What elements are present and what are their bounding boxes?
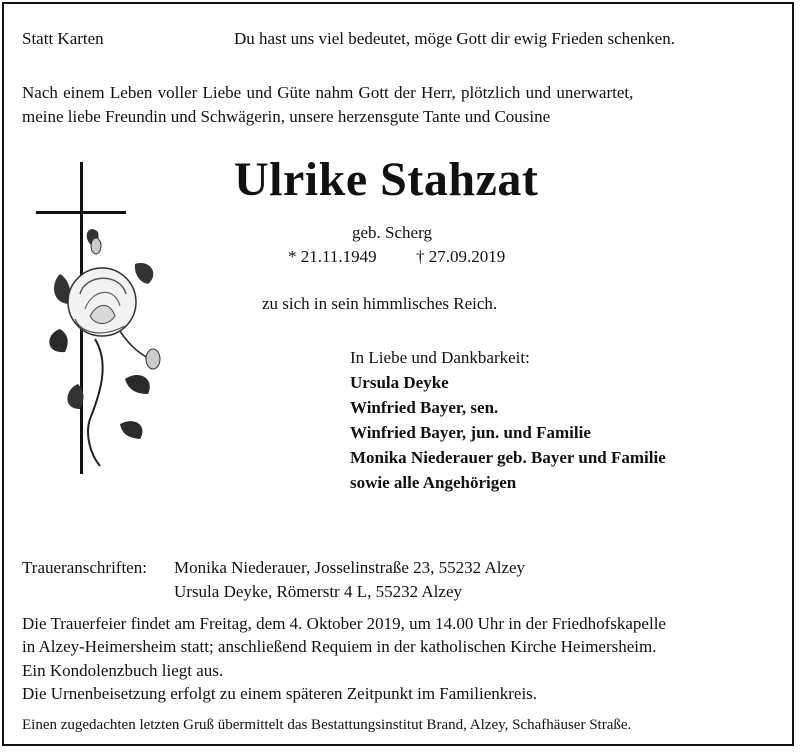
footer-line: Einen zugedachten letzten Gruß übermittelt das Bestattungsinstitut Brand, Alzey, Schafhäuser Straße. — [22, 717, 632, 733]
address-line-1: Monika Niederauer, Josselinstraße 23, 55232 Alzey — [174, 558, 526, 577]
ceremony-line-3: Ein Kondolenzbuch liegt aus. — [22, 661, 224, 680]
mourner-name: Monika Niederauer geb. Bayer und Familie — [350, 448, 666, 467]
mourner-name: sowie alle Angehörigen — [350, 473, 517, 492]
mourner-name: Winfried Bayer, jun. und Familie — [350, 423, 591, 442]
mourner-name: Winfried Bayer, sen. — [350, 398, 499, 417]
deceased-name: Ulrike Stahzat — [234, 153, 539, 206]
motto: Du hast uns viel bedeutet, möge Gott dir ewig Frieden schenken. — [234, 29, 675, 48]
death-date: † 27.09.2019 — [416, 247, 506, 266]
intro-line-2: meine liebe Freundin und Schwägerin, unsere herzensgute Tante und Cousine — [22, 107, 551, 126]
ceremony-line-4: Die Urnenbeisetzung erfolgt zu einem späteren Zeitpunkt im Familienkreis. — [22, 684, 538, 703]
mourner-name: Ursula Deyke — [350, 373, 449, 392]
reich-line: zu sich in sein himmlisches Reich. — [262, 294, 498, 313]
addresses-label: Traueranschriften: — [22, 558, 147, 577]
birth-name: geb. Scherg — [352, 223, 432, 242]
cross-with-rose-icon — [30, 154, 180, 484]
address-line-2: Ursula Deyke, Römerstr 4 L, 55232 Alzey — [174, 582, 462, 601]
ceremony-line-2: in Alzey-Heimersheim statt; anschließend Requiem in der katholischen Kirche Heimersheim. — [22, 637, 657, 656]
ceremony-line-1: Die Trauerfeier findet am Freitag, dem 4. Oktober 2019, um 14.00 Uhr in der Friedhofskapelle — [22, 614, 666, 633]
statt-karten: Statt Karten — [22, 29, 104, 48]
mourners-heading: In Liebe und Dankbarkeit: — [350, 348, 530, 367]
obituary-notice — [2, 2, 794, 746]
intro-line-1: Nach einem Leben voller Liebe und Güte nahm Gott der Herr, plötzlich und unerwartet, — [22, 83, 634, 102]
birth-date: * 21.11.1949 — [288, 247, 377, 266]
